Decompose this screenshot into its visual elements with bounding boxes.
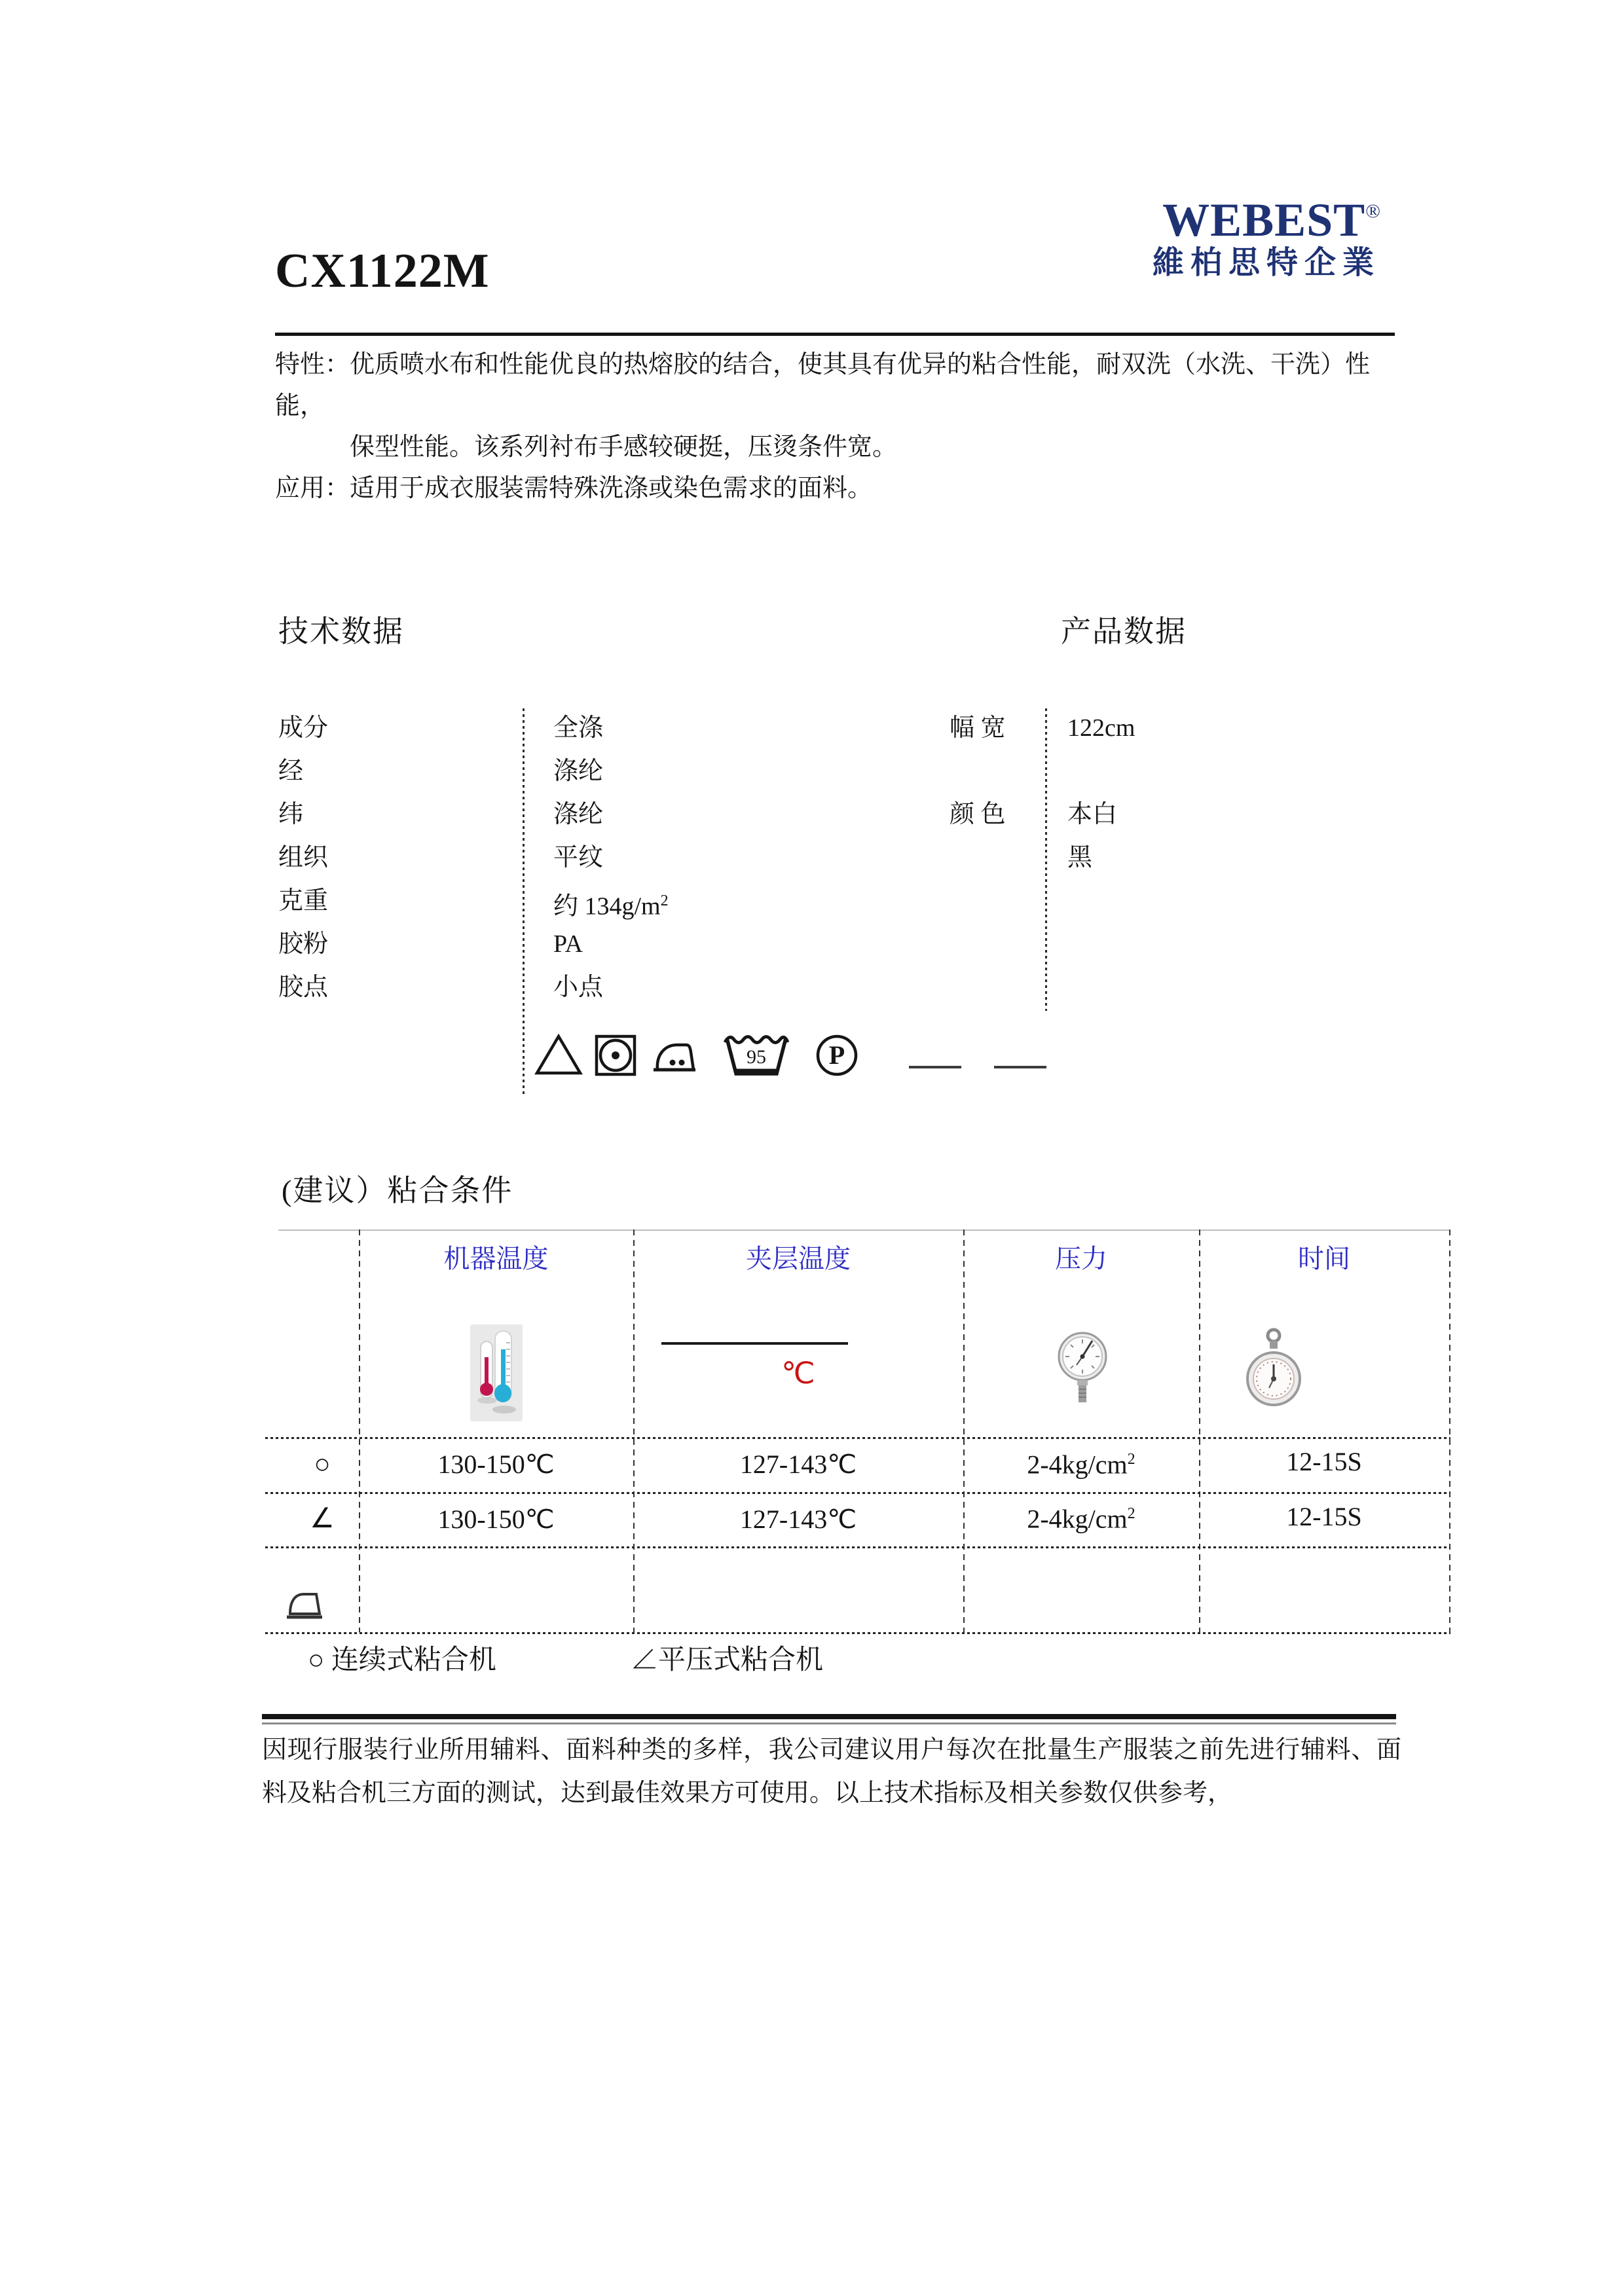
logo-company-name: 維柏思特企業	[1152, 246, 1380, 280]
row2-machine-temp: 130-150℃	[437, 1504, 555, 1534]
pressure-gauge-icon	[1056, 1320, 1109, 1425]
tech-label-0: 成分	[278, 714, 329, 742]
color-value-2: 黑	[1067, 844, 1093, 871]
product-table-separator	[1045, 708, 1047, 1011]
tech-label-2: 纬	[278, 801, 304, 828]
wash-temperature-text: 95	[747, 1046, 766, 1068]
tech-value-2: 涤纶	[553, 801, 604, 828]
color-value-1: 本白	[1067, 801, 1118, 828]
tumble-dry-icon	[595, 1034, 637, 1076]
table-bottom-border	[265, 1632, 1450, 1634]
dry-clean-letter-text: P	[828, 1040, 845, 1070]
width-label: 幅 宽	[950, 714, 1006, 742]
tech-value-4	[553, 879, 669, 922]
row2-machine-type-symbol: ∠	[310, 1504, 335, 1534]
weight-value: 约 134g/m	[553, 892, 661, 920]
color-label: 颜 色	[950, 801, 1006, 828]
application-label: 应用：	[275, 475, 350, 502]
glueline-rule	[661, 1342, 848, 1345]
disclaimer-line-2: 料及粘合机三方面的测试，达到最佳效果方可使用。以上技术指标及相关参数仅供参考，	[262, 1779, 1233, 1807]
tech-value-0: 全涤	[553, 714, 604, 742]
application-text: 适用于成衣服装需特殊洗涤或染色需求的面料。	[350, 475, 873, 502]
tech-label-4: 克重	[278, 887, 329, 915]
grid-vline-4	[1199, 1230, 1200, 1632]
intro-paragraphs	[275, 344, 1414, 509]
page-title: CX1122M	[275, 244, 490, 298]
legend-flat	[631, 1641, 823, 1680]
col-header-time: 时间	[1298, 1244, 1350, 1273]
row1-machine-type-symbol: ○	[314, 1449, 331, 1480]
row1-pressure-superscript: 2	[1127, 1451, 1135, 1468]
dry-clean-p-icon	[815, 1033, 859, 1078]
tech-label-6: 胶点	[278, 974, 329, 1001]
grid-vline-5	[1449, 1230, 1450, 1632]
legend-flat-symbol: ∠	[631, 1645, 659, 1675]
celsius-symbol: ℃	[781, 1357, 815, 1390]
row2-glueline-temp: 127-143℃	[739, 1504, 857, 1534]
row1-pressure-value: 2-4kg/cm	[1027, 1449, 1128, 1480]
product-data-heading: 产品数据	[1061, 615, 1187, 648]
row1-machine-temp: 130-150℃	[437, 1449, 555, 1479]
legend-continuous-symbol: ○	[308, 1645, 325, 1675]
tech-value-3: 平纹	[553, 844, 604, 871]
tech-value-1: 涤纶	[553, 757, 604, 785]
blank-symbol-line-1	[909, 1066, 961, 1068]
iron-two-dots-icon	[650, 1038, 697, 1076]
tech-data-heading: 技术数据	[278, 615, 404, 648]
wash-95-icon	[722, 1030, 791, 1080]
row2-pressure-superscript: 2	[1127, 1505, 1135, 1522]
tech-label-5: 胶粉	[278, 930, 329, 958]
company-logo	[1153, 196, 1380, 281]
logo-wordmark	[1153, 196, 1380, 244]
bonding-conditions-table	[265, 1230, 1450, 1634]
row-separator-3	[265, 1546, 1450, 1548]
bonding-conditions-heading: (建议）粘合条件	[282, 1174, 513, 1207]
row2-pressure-value: 2-4kg/cm	[1027, 1504, 1128, 1534]
bleach-triangle-icon	[534, 1033, 583, 1076]
feature-label: 特性：	[275, 351, 350, 378]
blank-symbol-line-2	[994, 1066, 1046, 1068]
header-divider	[275, 333, 1395, 336]
row2-time: 12-15S	[1286, 1502, 1362, 1531]
logo-brand-text: WEBEST	[1162, 194, 1366, 246]
stopwatch-icon	[1246, 1326, 1301, 1418]
legend-continuous	[308, 1641, 496, 1680]
col-header-pressure: 压力	[1055, 1244, 1107, 1273]
feature-text-1: 优质喷水布和性能优良的热熔胶的结合，使其具有优异的粘合性能，耐双洗（水洗、干洗）性能，	[275, 351, 1371, 420]
row2-pressure	[963, 1487, 1199, 1541]
care-symbols-row	[524, 1025, 1074, 1085]
col-header-machine-temp: 机器温度	[443, 1244, 549, 1273]
application-line	[275, 468, 1414, 509]
thermometer-icon	[470, 1324, 523, 1421]
row1-glueline-temp: 127-143℃	[739, 1449, 857, 1479]
footer-divider-thick	[262, 1714, 1396, 1719]
tech-label-1: 经	[278, 757, 304, 785]
grid-vline-3	[963, 1230, 965, 1632]
grid-vline-1	[359, 1230, 360, 1632]
disclaimer	[262, 1728, 1401, 1815]
table-top-border	[278, 1230, 1450, 1231]
feature-line-2: 保型性能。该系列衬布手感较硬挺，压烫条件宽。	[350, 433, 898, 461]
row1-pressure	[963, 1432, 1199, 1487]
legend-continuous-label: 连续式粘合机	[331, 1645, 496, 1675]
weight-superscript: 2	[660, 892, 669, 909]
width-value: 122cm	[1067, 714, 1135, 742]
grid-vline-2	[633, 1230, 635, 1632]
row1-time: 12-15S	[1286, 1447, 1362, 1476]
footer-divider-thin	[262, 1722, 1396, 1724]
legend-flat-label: 平压式粘合机	[658, 1645, 824, 1675]
tech-label-3: 组织	[278, 844, 329, 871]
registered-trademark-icon: ®	[1365, 200, 1380, 222]
disclaimer-line-1: 因现行服装行业所用辅料、面料种类的多样，我公司建议用户每次在批量生产服装之前先进行辅料、面	[262, 1736, 1401, 1764]
col-header-glueline-temp: 夹层温度	[746, 1244, 851, 1273]
iron-row-icon	[284, 1586, 325, 1624]
feature-line-1	[275, 344, 1414, 427]
tech-value-6: 小点	[553, 974, 604, 1001]
tech-value-5: PA	[553, 930, 583, 958]
